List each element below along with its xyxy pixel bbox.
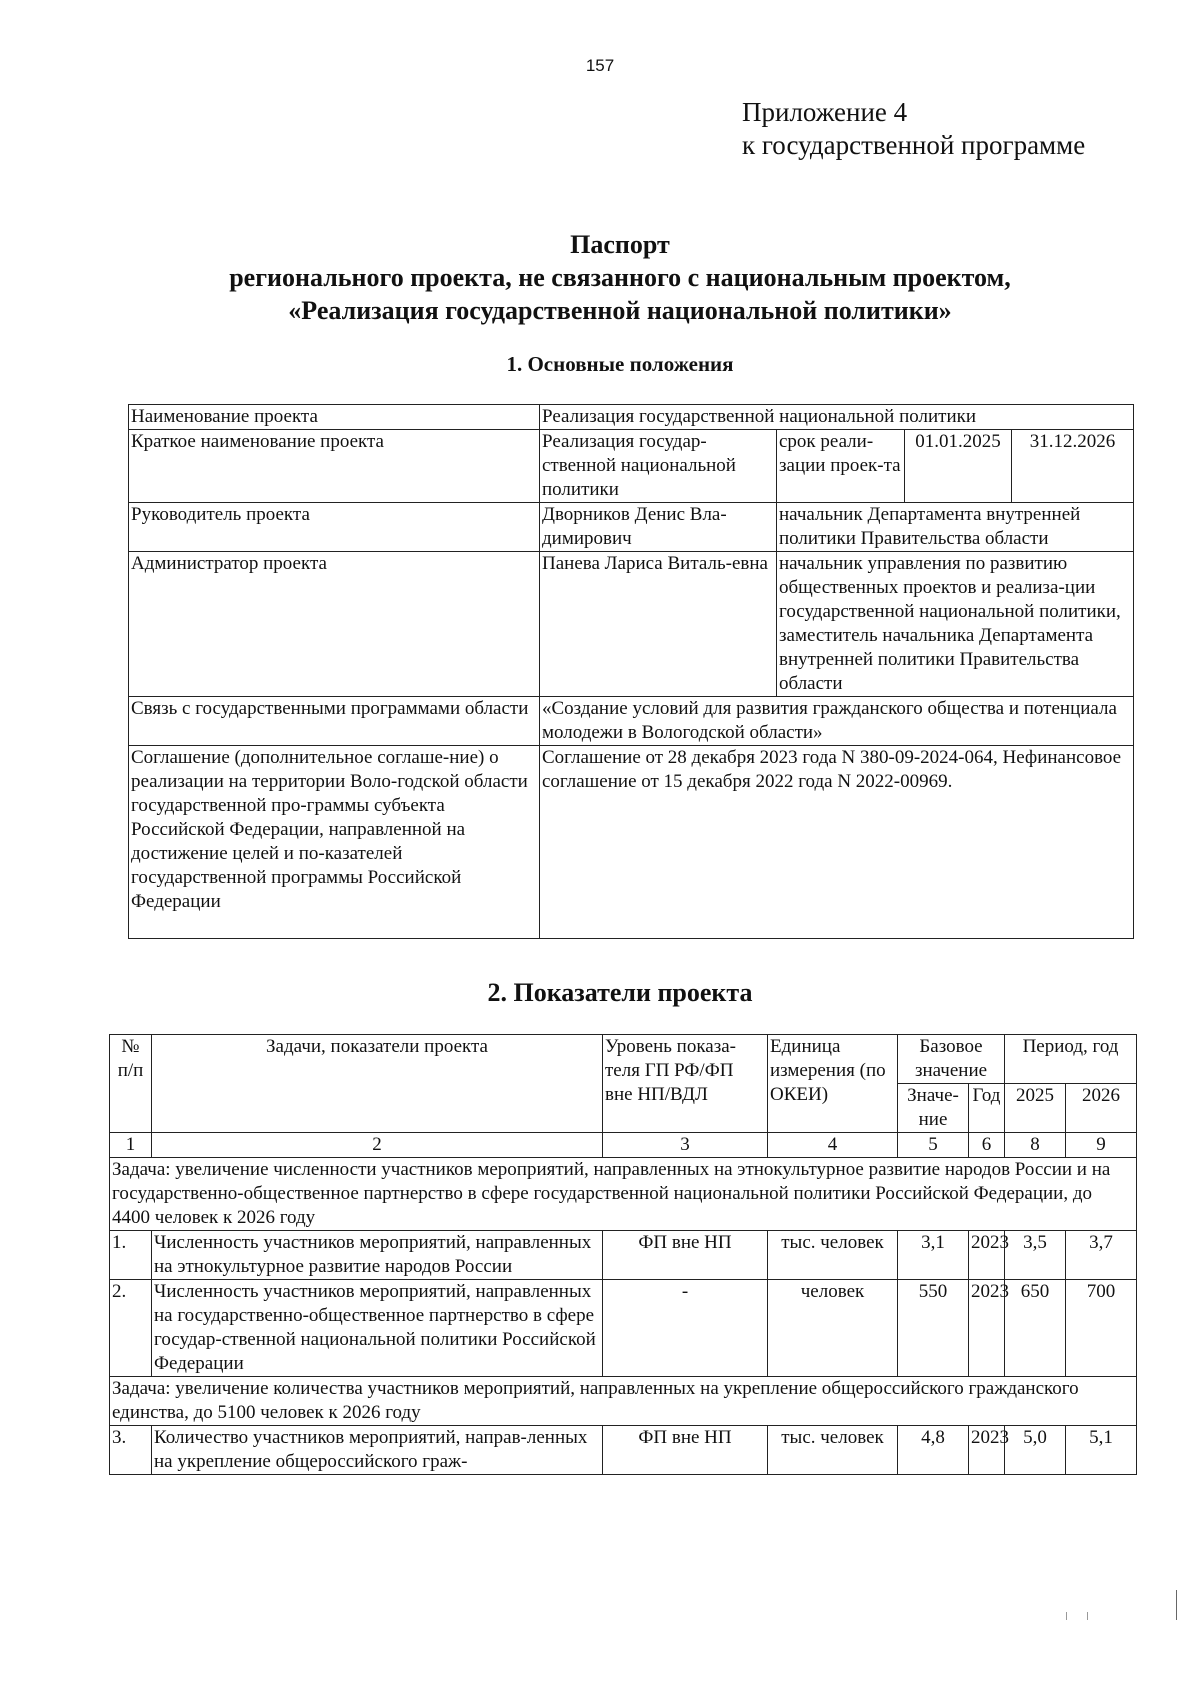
section-1-heading: 1. Основные положения: [506, 352, 734, 376]
project-name-label: Наименование проекта: [129, 405, 540, 430]
header-2026: 2026: [1066, 1084, 1137, 1133]
admin-position: начальник управления по развитию общественных проектов и реализа-ции государственной национальной политики, заместитель начальника Департамента внутренней политики Правительства области: [777, 552, 1134, 697]
col-number: 4: [768, 1133, 898, 1158]
header-level: Уровень показа-теля ГП РФ/ФП вне НП/ВДЛ: [603, 1035, 768, 1133]
indicator-unit: человек: [768, 1280, 898, 1377]
document-title: [0, 228, 1200, 327]
term-label: срок реали-зации проек-та: [777, 430, 905, 503]
table-row: [110, 1231, 1137, 1280]
value-2025: 650: [1005, 1280, 1066, 1377]
value-2025: 3,5: [1005, 1231, 1066, 1280]
table-row: [110, 1280, 1137, 1377]
base-year: 2023: [969, 1426, 1005, 1475]
header-period: Период, год: [1005, 1035, 1137, 1084]
indicator-name: Количество участников мероприятий, направ-ленных на укрепление общероссийского граж-: [152, 1426, 603, 1475]
title-line-1: Паспорт: [570, 230, 670, 259]
header-2025: 2025: [1005, 1084, 1066, 1133]
col-number: 5: [898, 1133, 969, 1158]
table-row: [110, 1426, 1137, 1475]
header-base: Базовое значение: [898, 1035, 1005, 1084]
table-row: [129, 697, 1134, 746]
row-num: 2.: [110, 1280, 152, 1377]
admin-name: Панева Лариса Виталь-евна: [540, 552, 777, 697]
main-provisions-table: [128, 404, 1134, 939]
table-header-row: [110, 1035, 1137, 1084]
indicator-unit: тыс. человек: [768, 1426, 898, 1475]
scan-edge-mark: [1066, 1612, 1088, 1620]
header-tasks: Задачи, показатели проекта: [152, 1035, 603, 1133]
task-row: [110, 1377, 1137, 1426]
value-2025: 5,0: [1005, 1426, 1066, 1475]
indicator-level: -: [603, 1280, 768, 1377]
appendix-line-1: Приложение 4: [742, 97, 908, 127]
header-unit: Единица измерения (по ОКЕИ): [768, 1035, 898, 1133]
value-2026: 700: [1066, 1280, 1137, 1377]
scan-edge-mark: [1176, 1590, 1177, 1620]
term-start: 01.01.2025: [905, 430, 1012, 503]
table-row: [129, 746, 1134, 939]
table-row: [129, 430, 1134, 503]
head-label: Руководитель проекта: [129, 503, 540, 552]
appendix-line-2: к государственной программе: [742, 130, 1086, 160]
base-value: 4,8: [898, 1426, 969, 1475]
head-name: Дворников Денис Вла-димирович: [540, 503, 777, 552]
base-value: 550: [898, 1280, 969, 1377]
task-row: [110, 1158, 1137, 1231]
agreement-label: Соглашение (дополнительное соглаше-ние) о реализации на территории Воло-годской области государственной про-граммы субъекта Российской Федерации, направленной на достижение целей и по-казателей государственной программы Российской Федерации: [129, 746, 540, 939]
section-2-heading: 2. Показатели проекта: [487, 978, 753, 1007]
project-name-value: Реализация государственной национальной политики: [540, 405, 1134, 430]
table-row: [129, 405, 1134, 430]
header-base-value: Значе-ние: [898, 1084, 969, 1133]
value-2026: 3,7: [1066, 1231, 1137, 1280]
indicators-table: [109, 1034, 1137, 1475]
term-end: 31.12.2026: [1012, 430, 1134, 503]
task-1: Задача: увеличение численности участников мероприятий, направленных на этнокультурное развитие народов России и на государственно-общественное партнерство в сфере государственной национальной политики Российской Федерации, до 4400 человек к 2026 году: [110, 1158, 1137, 1231]
base-year: 2023: [969, 1280, 1005, 1377]
column-numbers-row: [110, 1133, 1137, 1158]
col-number: 1: [110, 1133, 152, 1158]
row-num: 1.: [110, 1231, 152, 1280]
col-number: 3: [603, 1133, 768, 1158]
page-number: 157: [585, 56, 615, 75]
agreement-value: Соглашение от 28 декабря 2023 года N 380-09-2024-064, Нефинансовое соглашение от 15 декабря 2022 года N 2022-00969.: [540, 746, 1134, 939]
col-number: 2: [152, 1133, 603, 1158]
title-line-3: «Реализация государственной национальной политики»: [288, 296, 952, 325]
header-base-year: Год: [969, 1084, 1005, 1133]
program-link-value: «Создание условий для развития гражданского общества и потенциала молодежи в Вологодской области»: [540, 697, 1134, 746]
task-2: Задача: увеличение количества участников мероприятий, направленных на укрепление общероссийского гражданского единства, до 5100 человек к 2026 году: [110, 1377, 1137, 1426]
indicator-name: Численность участников мероприятий, направленных на этнокультурное развитие народов России: [152, 1231, 603, 1280]
short-name-label: Краткое наименование проекта: [129, 430, 540, 503]
col-number: 9: [1066, 1133, 1137, 1158]
base-year: 2023: [969, 1231, 1005, 1280]
base-value: 3,1: [898, 1231, 969, 1280]
col-number: 6: [969, 1133, 1005, 1158]
row-num: 3.: [110, 1426, 152, 1475]
value-2026: 5,1: [1066, 1426, 1137, 1475]
table-row: [129, 503, 1134, 552]
table-row: [129, 552, 1134, 697]
title-line-2: регионального проекта, не связанного с национальным проектом,: [229, 263, 1011, 292]
program-link-label: Связь с государственными программами области: [129, 697, 540, 746]
head-position: начальник Департамента внутренней политики Правительства области: [777, 503, 1134, 552]
header-num: № п/п: [110, 1035, 152, 1133]
appendix-note: [742, 96, 1085, 162]
indicator-name: Численность участников мероприятий, направленных на государственно-общественное партнерство в сфере государ-ственной национальной политики Российской Федерации: [152, 1280, 603, 1377]
admin-label: Администратор проекта: [129, 552, 540, 697]
col-number: 8: [1005, 1133, 1066, 1158]
indicator-level: ФП вне НП: [603, 1426, 768, 1475]
short-name-value: Реализация государ-ственной национальной политики: [540, 430, 777, 503]
indicator-unit: тыс. человек: [768, 1231, 898, 1280]
indicator-level: ФП вне НП: [603, 1231, 768, 1280]
